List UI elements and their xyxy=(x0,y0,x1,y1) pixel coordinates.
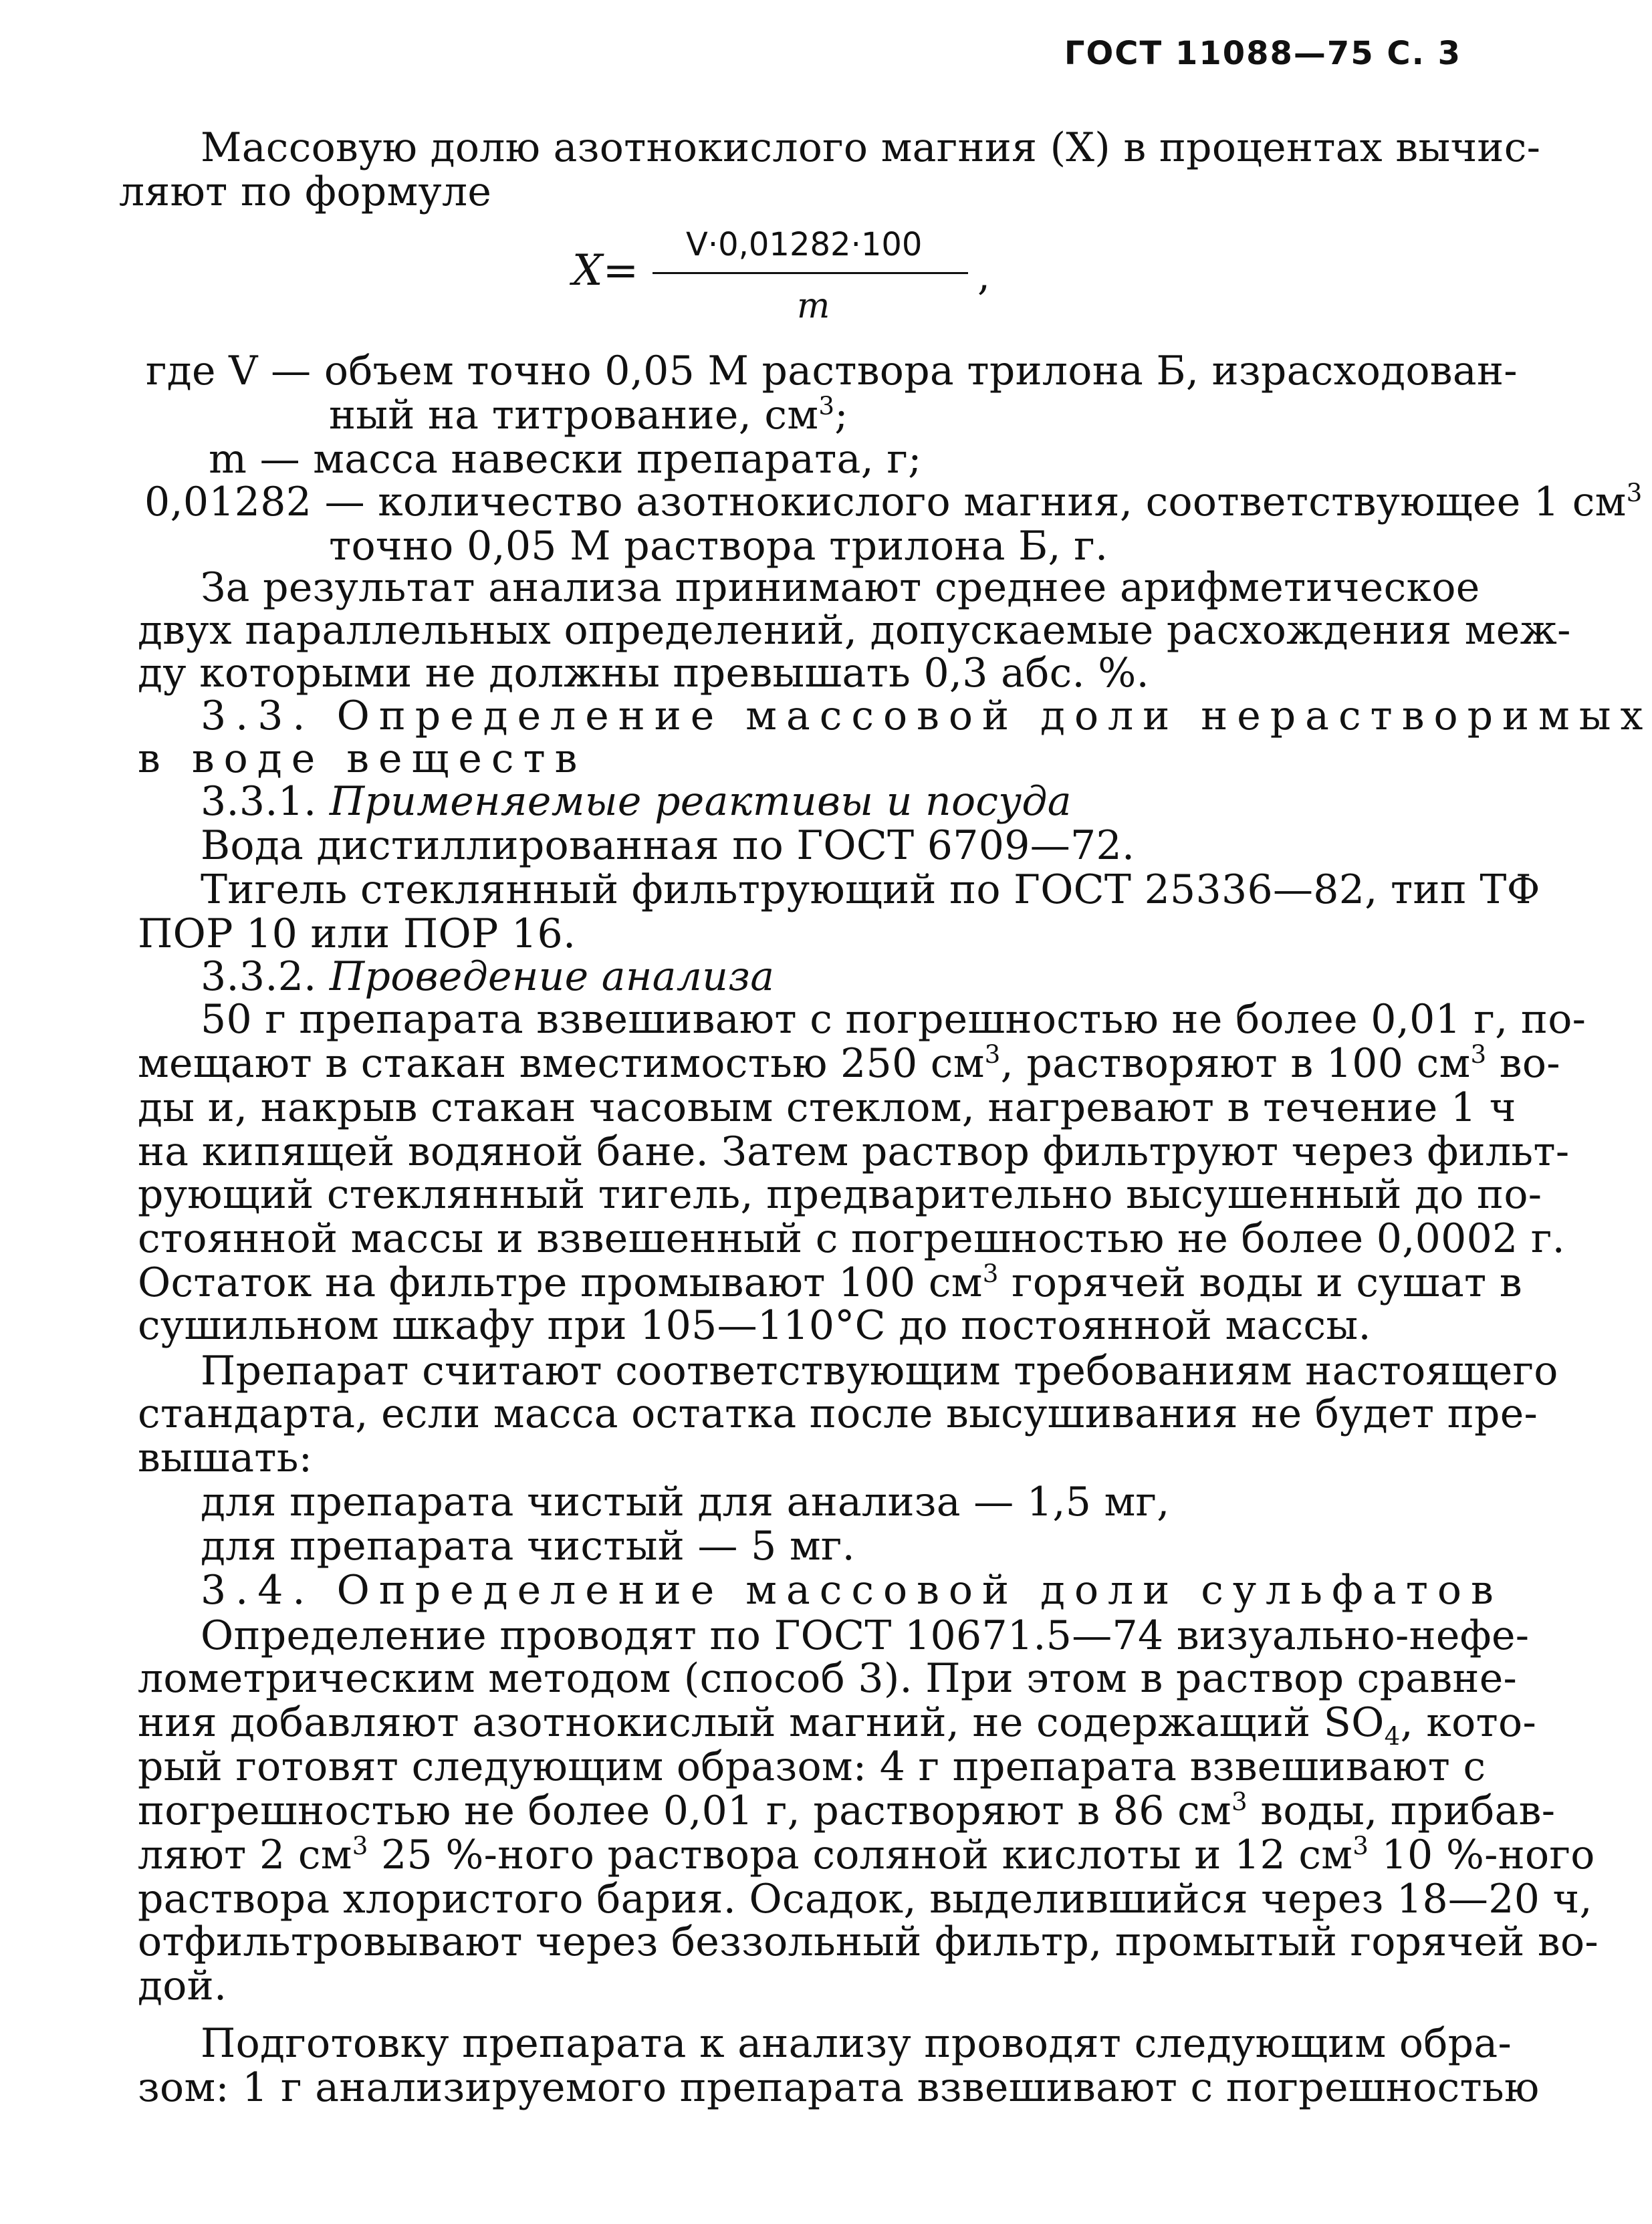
subsection-heading: 3.3.2. Проведение анализа xyxy=(201,953,775,1000)
text-line: отфильтровывают через беззольный фильтр, промытый горячей во- xyxy=(138,1919,1599,1965)
formula-lhs: X= xyxy=(572,246,639,295)
text-line: рующий стеклянный тигель, предварительно высушенный до по- xyxy=(138,1171,1542,1218)
text-line: ния добавляют азотнокислый магний, не содержащий $SO_4$, кото- xyxy=(138,1699,1537,1751)
text-line: Препарат считают соответствующим требованиям настоящего xyxy=(201,1348,1558,1394)
text-line: двух параллельных определений, допускаемые расхождения меж- xyxy=(138,607,1571,654)
formula-numerator: V·0,01282·100 xyxy=(686,226,923,263)
text-line: стоянной массы и взвешенный с погрешностью не более 0,0002 г. xyxy=(138,1215,1565,1262)
text-line: сушильном шкафу при 105—110°С до постоянной массы. xyxy=(138,1302,1371,1349)
text-line: погрешностью не более 0,01 г, растворяют в 86 $см^3$ воды, прибав- xyxy=(138,1787,1556,1834)
formula xyxy=(572,226,1080,340)
text-line: ПОР 10 или ПОР 16. xyxy=(138,910,576,957)
text-line: для препарата чистый для анализа — 1,5 мг, xyxy=(201,1479,1170,1525)
text-line: m — масса навески препарата, г; xyxy=(209,436,922,483)
text-line: ду которыми не должны превышать 0,3 абс. %. xyxy=(138,650,1149,697)
text-line: стандарта, если масса остатка после высушивания не будет пре- xyxy=(138,1390,1538,1437)
formula-denominator: m xyxy=(797,286,830,326)
text-line: зом: 1 г анализируемого препарата взвешивают с погрешностью xyxy=(138,2064,1540,2111)
text-line: 50 г препарата взвешивают с погрешностью не более 0,01 г, по- xyxy=(201,996,1586,1043)
text-line: Остаток на фильтре промывают 100 $см^3$ горячей воды и сушат в xyxy=(138,1259,1523,1306)
text-line: 0,01282 — количество азотнокислого магния, соответствующее 1 $см^3$ xyxy=(144,478,1643,525)
text-line: Подготовку препарата к анализу проводят следующим обра- xyxy=(201,2020,1512,2067)
text-line: рый готовят следующим образом: 4 г препарата взвешивают с xyxy=(138,1743,1486,1790)
text-line: Определение проводят по ГОСТ 10671.5—74 визуально-нефе- xyxy=(201,1612,1530,1659)
text-line: дой. xyxy=(138,1963,227,2009)
text-line: За результат анализа принимают среднее арифметическое xyxy=(201,564,1480,611)
text-line: лометрическим методом (способ 3). При этом в раствор сравне- xyxy=(138,1655,1518,1702)
formula-trailing: , xyxy=(977,253,991,299)
text-line: ляют 2 $см^3$ 25 %-ного раствора соляной кислоты и 12 $см^3$ 10 %-ного xyxy=(138,1831,1595,1878)
fraction-bar xyxy=(653,272,968,274)
text-line: Массовую долю азотнокислого магния (X) в процентах вычис- xyxy=(201,124,1541,171)
text-line: мещают в стакан вместимостью 250 $см^3$, растворяют в 100 $см^3$ во- xyxy=(138,1039,1560,1087)
section-heading: 3.4. Определение массовой доли сульфатов xyxy=(201,1567,1503,1614)
text-line: раствора хлористого бария. Осадок, выделившийся через 18—20 ч, xyxy=(138,1876,1592,1923)
section-heading-cont: в воде веществ xyxy=(138,735,587,782)
text-line: Вода дистиллированная по ГОСТ 6709—72. xyxy=(201,822,1135,869)
subsection-heading: 3.3.1. Применяемые реактивы и посуда xyxy=(201,778,1072,825)
text-line: Тигель стеклянный фильтрующий по ГОСТ 25336—82, тип ТФ xyxy=(201,866,1540,913)
page-header: ГОСТ 11088—75 С. 3 xyxy=(1064,35,1461,72)
text-line: на кипящей водяной бане. Затем раствор фильтруют через фильт- xyxy=(138,1128,1570,1175)
text-line: ляют по формуле xyxy=(119,168,492,215)
text-line: точно 0,05 М раствора трилона Б, г. xyxy=(329,523,1108,570)
section-heading: 3.3. Определение массовой доли нерастворимых xyxy=(201,693,1652,739)
text-line: вышать: xyxy=(138,1435,313,1481)
text-line: ный на титрование, $см^3$; xyxy=(329,391,848,439)
text-line: для препарата чистый — 5 мг. xyxy=(201,1523,856,1570)
text-line: где V — объем точно 0,05 М раствора трилона Б, израсходован- xyxy=(146,348,1518,394)
text-line: ды и, накрыв стакан часовым стеклом, нагревают в течение 1 ч xyxy=(138,1084,1516,1131)
